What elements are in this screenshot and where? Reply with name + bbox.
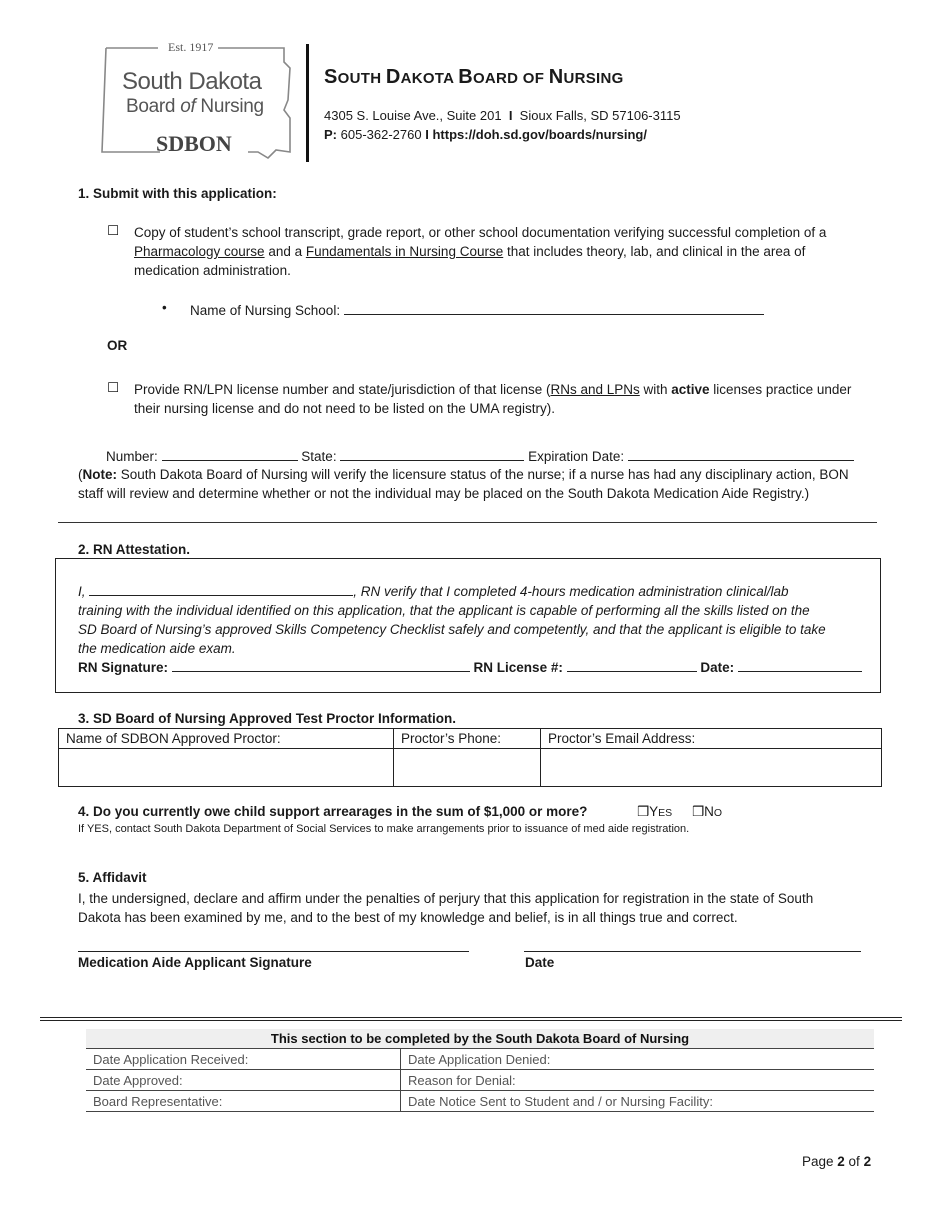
page-number: Page 2 of 2 (802, 1154, 872, 1169)
proctor-table (58, 728, 882, 787)
org-address: 4305 S. Louise Ave., Suite 201 I Sioux Falls, SD 57106-3115 (324, 108, 681, 123)
license-option-text: Provide RN/LPN license number and state/jurisdiction of that license (RNs and LPNs with active licenses practice under their nursing license and do not need to be listed on the UMA registry). (134, 382, 852, 416)
org-website-link[interactable]: https://doh.sd.gov/boards/nursing/ (432, 127, 647, 142)
proctor-email-header: Proctor’s Email Address: (541, 729, 882, 749)
date-denied-field: Date Application Denied: (401, 1049, 875, 1070)
section3-heading: 3. SD Board of Nursing Approved Test Proctor Information. (78, 711, 457, 726)
proctor-phone-cell[interactable] (394, 749, 541, 787)
logo-established: Est. 1917 (168, 40, 214, 54)
section2-heading: 2. RN Attestation. (78, 542, 191, 557)
date-received-field: Date Application Received: (86, 1049, 401, 1070)
no-checkbox[interactable]: ❒ (692, 804, 705, 819)
board-rep-field: Board Representative: (86, 1091, 401, 1112)
yes-checkbox[interactable]: ❒ (637, 804, 650, 819)
no-option[interactable]: ❒NO (692, 804, 723, 819)
section1-heading: 1. Submit with this application: (78, 186, 277, 201)
rn-license-field[interactable]: RN License #: (474, 660, 697, 675)
sdbon-logo (98, 40, 296, 165)
rn-attestation-text: I, , RN verify that I completed 4-hours medication administration clinical/lab training with the individual identified on this application, that the applicant is capable of performing all the skills listed on the SD Board of Nursing’s approved Skills Competency Checklist safely and competently, and that the applicant is eligible to take the medication aide exam. (78, 581, 878, 658)
org-name: SOUTH DAKOTA BOARD OF NURSING (324, 66, 624, 88)
applicant-signature-line[interactable] (78, 951, 469, 952)
logo-line2: Board of Nursing (126, 96, 264, 117)
rn-signature-field[interactable]: RN Signature: (78, 660, 470, 675)
transcript-option-text: Copy of student’s school transcript, grade report, or other school documentation verifying successful completion of a Pharmacology course and a Fundamentals in Nursing Course that includes theory, lab, and clinical in the area of medication administration. (134, 225, 827, 278)
rn-signature-row (78, 657, 862, 675)
license-fields (106, 446, 854, 464)
state-field[interactable]: State: (301, 449, 524, 464)
applicant-signature-label: Medication Aide Applicant Signature (78, 955, 312, 970)
table-row (86, 1070, 874, 1091)
date-approved-field: Date Approved: (86, 1070, 401, 1091)
yes-option[interactable]: ❒YES (637, 804, 673, 819)
header-divider (306, 44, 309, 162)
proctor-name-cell[interactable] (59, 749, 394, 787)
affidavit-text: I, the undersigned, declare and affirm under the penalties of perjury that this application for registration in the state of South Dakota has been examined by me, and to the best of my knowledge and belief, is in all things true and correct. (78, 891, 814, 925)
proctor-email-cell[interactable] (541, 749, 882, 787)
child-support-question: 4. Do you currently owe child support arrearages in the sum of $1,000 or more? (78, 804, 588, 819)
proctor-phone-header: Proctor’s Phone: (394, 729, 541, 749)
office-divider-bottom (40, 1020, 902, 1021)
section5-heading: 5. Affidavit (78, 870, 147, 885)
table-row (86, 1091, 874, 1112)
section-divider (58, 522, 877, 523)
license-note: (Note: South Dakota Board of Nursing will verify the licensure status of the nurse; if a nurse has had any disciplinary action, BON staff will review and determine whether or not the individual may be placed on the South Dakota Medication Aide Registry.) (78, 467, 849, 501)
proctor-name-header: Name of SDBON Approved Proctor: (59, 729, 394, 749)
office-divider-top (40, 1017, 902, 1018)
rn-name-field[interactable] (89, 581, 353, 596)
license-checkbox[interactable]: ☐ (107, 380, 120, 395)
or-separator: OR (107, 338, 128, 353)
child-support-instruction: If YES, contact South Dakota Department of Social Services to make arrangements prior to issuance of med aide registration. (78, 823, 690, 835)
office-use-table (86, 1029, 874, 1112)
org-contact: P: 605-362-2760 I https://doh.sd.gov/boards/nursing/ (324, 127, 647, 142)
logo-abbr: SDBON (156, 131, 232, 156)
office-use-title: This section to be completed by the South Dakota Board of Nursing (86, 1029, 874, 1049)
applicant-date-line[interactable] (524, 951, 861, 952)
expiration-field[interactable]: Expiration Date: (528, 449, 854, 464)
rn-date-field[interactable]: Date: (700, 660, 862, 675)
transcript-checkbox[interactable]: ☐ (107, 223, 120, 238)
table-row (86, 1049, 874, 1070)
nursing-school-field[interactable]: Name of Nursing School: (190, 300, 764, 318)
applicant-date-label: Date (525, 955, 555, 970)
number-field[interactable]: Number: (106, 449, 298, 464)
notice-sent-field: Date Notice Sent to Student and / or Nursing Facility: (401, 1091, 875, 1112)
reason-denial-field: Reason for Denial: (401, 1070, 875, 1091)
bullet: • (162, 300, 167, 315)
logo-line1: South Dakota (122, 68, 262, 95)
